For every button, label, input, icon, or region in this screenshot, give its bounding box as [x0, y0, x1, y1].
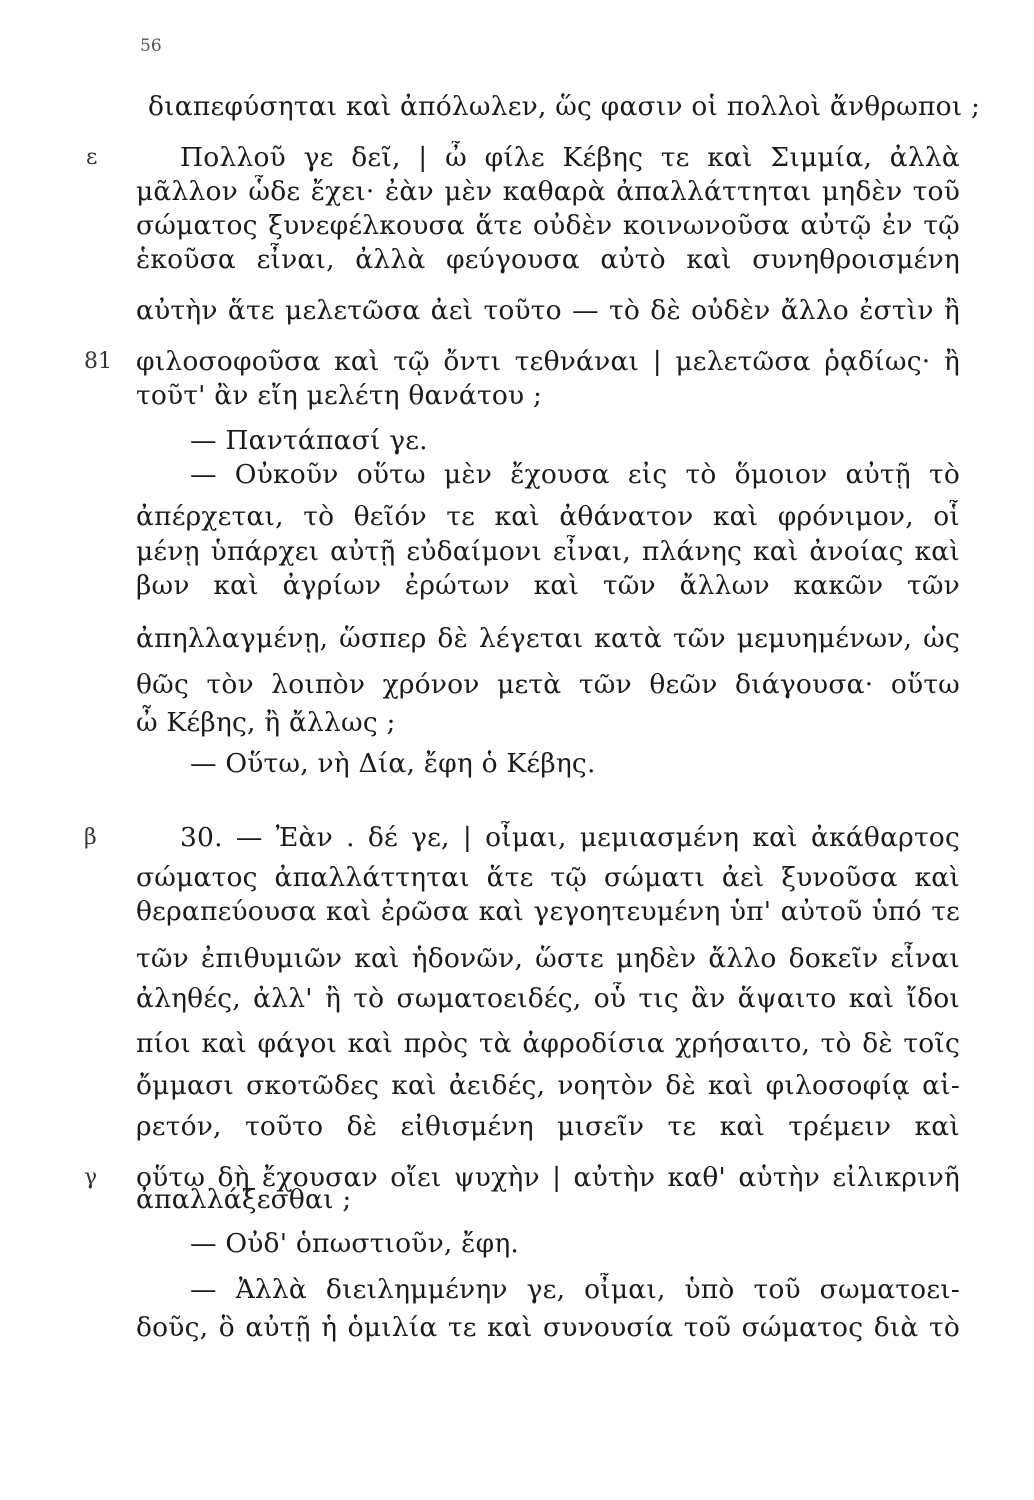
text-line: οὕτω δὴ ἔχουσαν οἴει ψυχὴν | αὐτὴν καθ' αὑτὴν εἰλικρινῆ — [136, 1162, 960, 1193]
text-line: μᾶλλον ὧδε ἔχει· ἐὰν μὲν καθαρὰ ἀπαλλάττηται μηδὲν τοῦ — [136, 176, 960, 207]
text-line: ρετόν, τοῦτο δὲ εἰθισμένη μισεῖν τε καὶ τρέμειν καὶ — [136, 1111, 960, 1142]
text-line: ὄμμασι σκοτῶδες καὶ ἀειδές, νοητὸν δὲ καὶ φιλοσοφίᾳ αἱ- — [136, 1070, 960, 1101]
margin-mark-81: 81 — [84, 349, 112, 374]
text-line: 30. — Ἐὰν . δέ γε, | οἶμαι, μεμιασμένη καὶ ἀκάθαρτος — [180, 822, 960, 853]
text-line: φιλοσοφοῦσα καὶ τῷ ὄντι τεθνάναι | μελετῶσα ῥᾳδίως· ἢ — [136, 346, 960, 377]
text-line: σώματος ἀπαλλάττηται ἅτε τῷ σώματι ἀεὶ ξυνοῦσα καὶ — [136, 862, 960, 893]
text-line: τοῦτ' ἂν εἴη μελέτη θανάτου ; — [136, 380, 543, 411]
text-line: — Παντάπασί γε. — [190, 425, 428, 456]
text-line: — Οὕτω, νὴ Δία, ἔφη ὁ Κέβης. — [190, 748, 596, 779]
text-line: — Οὐκοῦν οὕτω μὲν ἔχουσα εἰς τὸ ὅμοιον αὐτῇ τὸ — [190, 459, 960, 490]
text-line: Πολλοῦ γε δεῖ, | ὦ φίλε Κέβης τε καὶ Σιμμία, ἀλλὰ — [180, 142, 960, 173]
text-line: ἀπηλλαγμένῃ, ὥσπερ δὲ λέγεται κατὰ τῶν μεμυημένων, ὡς — [136, 623, 960, 654]
text-line: ὦ Κέβης, ἢ ἄλλως ; — [136, 707, 396, 738]
text-line: διαπεφύσηται καὶ ἀπόλωλεν, ὥς φασιν οἱ πολλοὶ ἄνθρωποι ; — [148, 91, 981, 122]
margin-mark-b: β — [84, 825, 97, 850]
margin-mark-g: γ — [84, 1165, 98, 1190]
text-line: — Οὐδ' ὁπωστιοῦν, ἔφη. — [190, 1228, 520, 1259]
text-line: ἑκοῦσα εἶναι, ἀλλὰ φεύγουσα αὐτὸ καὶ συνηθροισμένη — [136, 244, 960, 275]
text-line: αὐτὴν ἅτε μελετῶσα ἀεὶ τοῦτο — τὸ δὲ οὐδὲν ἄλλο ἐστὶν ἢ — [136, 295, 960, 326]
text-line: θεραπεύουσα καὶ ἐρῶσα καὶ γεγοητευμένη ὑπ' αὐτοῦ ὑπό τε — [136, 896, 960, 927]
text-line: ἀπαλλάξεσθαι ; — [136, 1184, 352, 1215]
text-line: δοῦς, ὃ αὐτῇ ἡ ὁμιλία τε καὶ συνουσία τοῦ σώματος διὰ τὸ — [136, 1312, 960, 1343]
page-number: 56 — [140, 36, 162, 56]
text-line: ἀπέρχεται, τὸ θεῖόν τε καὶ ἀθάνατον καὶ φρόνιμον, οἷ — [136, 501, 960, 532]
text-line: βων καὶ ἀγρίων ἐρώτων καὶ τῶν ἄλλων κακῶν τῶν — [136, 570, 960, 601]
text-line: — Ἀλλὰ διειλημμένην γε, οἶμαι, ὑπὸ τοῦ σωματοει- — [190, 1274, 960, 1305]
text-line: τῶν ἐπιθυμιῶν καὶ ἡδονῶν, ὥστε μηδὲν ἄλλο δοκεῖν εἶναι — [136, 943, 960, 974]
text-line: πίοι καὶ φάγοι καὶ πρὸς τὰ ἀφροδίσια χρήσαιτο, τὸ δὲ τοῖς — [136, 1028, 960, 1059]
margin-mark-e: ε — [86, 145, 98, 170]
text-line: θῶς τὸν λοιπὸν χρόνον μετὰ τῶν θεῶν διάγουσα· οὕτω — [136, 669, 960, 700]
text-line: ἀληθές, ἀλλ' ἢ τὸ σωματοειδές, οὗ τις ἂν ἅψαιτο καὶ ἴδοι — [136, 983, 960, 1014]
text-line: σώματος ξυνεφέλκουσα ἅτε οὐδὲν κοινωνοῦσα αὐτῷ ἐν τῷ — [136, 210, 960, 241]
text-line: μένῃ ὑπάρχει αὐτῇ εὐδαίμονι εἶναι, πλάνης καὶ ἀνοίας καὶ — [136, 536, 960, 567]
